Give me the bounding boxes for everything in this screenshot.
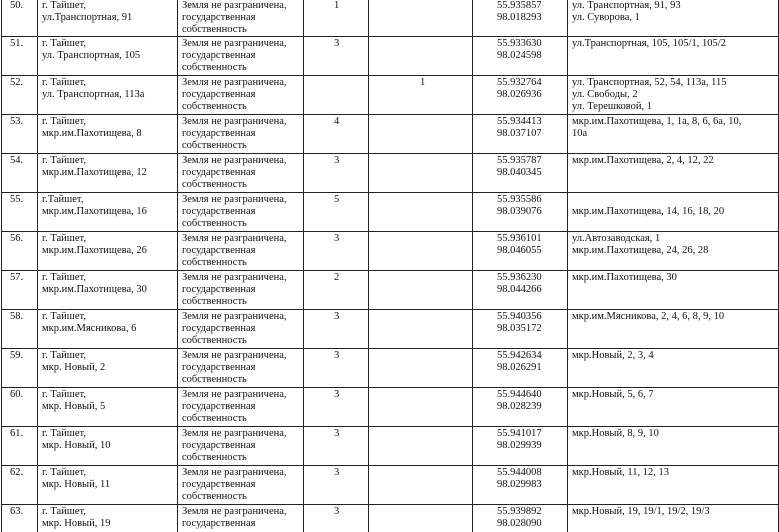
land-status-line: собственность bbox=[182, 24, 247, 35]
container-count: 3 bbox=[334, 233, 340, 244]
land-status-line: Земля не разграничена, bbox=[182, 0, 287, 11]
served-object-line: мкр.Новый, 11, 12, 13 bbox=[572, 467, 669, 478]
table-row bbox=[2, 310, 779, 349]
served-object-line: ул. Терешковой, 1 bbox=[572, 101, 653, 112]
row-number: 59. bbox=[10, 350, 24, 361]
container-count-cell bbox=[304, 232, 369, 271]
longitude: 98.024598 bbox=[497, 50, 542, 61]
container-count-alt bbox=[420, 0, 423, 11]
latitude: 55.942634 bbox=[497, 350, 542, 361]
land-status-cell bbox=[178, 505, 304, 532]
served-objects-cell bbox=[568, 466, 779, 505]
land-status-cell bbox=[178, 115, 304, 154]
land-status-line: государственная bbox=[182, 440, 256, 451]
land-status-cell bbox=[178, 154, 304, 193]
table-row bbox=[2, 466, 779, 505]
latitude: 55.935857 bbox=[497, 0, 542, 11]
container-count-alt-cell bbox=[369, 427, 473, 466]
served-object-line: мкр.им.Пахотищева, 1, 1а, 8, 6, 6а, 10, bbox=[572, 116, 742, 127]
served-object-line: ул.Транспортная, 105, 105/1, 105/2 bbox=[572, 38, 726, 49]
longitude: 98.044266 bbox=[497, 284, 542, 295]
container-count-alt bbox=[420, 38, 423, 49]
longitude: 98.018293 bbox=[497, 12, 542, 23]
land-status-line: государственная bbox=[182, 362, 256, 373]
coordinates-cell bbox=[473, 76, 568, 115]
address-cell bbox=[38, 349, 178, 388]
coordinates-cell bbox=[473, 466, 568, 505]
row-number: 55. bbox=[10, 194, 24, 205]
land-status-line: Земля не разграничена, bbox=[182, 506, 287, 517]
served-objects-cell bbox=[568, 388, 779, 427]
table-row bbox=[2, 76, 779, 115]
land-status-line: собственность bbox=[182, 491, 247, 502]
served-objects-cell bbox=[568, 505, 779, 532]
served-objects-cell bbox=[568, 349, 779, 388]
land-status-line: государственная bbox=[182, 128, 256, 139]
address-line: мкр. Новый, 11 bbox=[42, 479, 111, 490]
address-cell bbox=[38, 0, 178, 37]
land-status-line: Земля не разграничена, bbox=[182, 77, 287, 88]
table-row bbox=[2, 349, 779, 388]
served-object-line: ул. Свободы, 2 bbox=[572, 89, 638, 100]
coordinates-cell bbox=[473, 271, 568, 310]
served-object-line: ул. Транспортная, 91, 93 bbox=[572, 0, 681, 11]
served-objects-cell bbox=[568, 115, 779, 154]
land-status-line: государственная bbox=[182, 206, 256, 217]
row-number: 53. bbox=[10, 116, 24, 127]
address-line: мкр.им.Пахотищева, 30 bbox=[42, 284, 147, 295]
latitude: 55.939892 bbox=[497, 506, 542, 517]
longitude: 98.037107 bbox=[497, 128, 542, 139]
land-status-cell bbox=[178, 466, 304, 505]
land-status-line: Земля не разграничена, bbox=[182, 272, 287, 283]
address-cell bbox=[38, 310, 178, 349]
address-line: г. Тайшет, bbox=[42, 38, 86, 49]
latitude: 55.944640 bbox=[497, 389, 542, 400]
container-count-alt-cell bbox=[369, 0, 473, 37]
longitude: 98.026936 bbox=[497, 89, 542, 100]
container-count: 3 bbox=[334, 311, 340, 322]
coordinates-cell bbox=[473, 0, 568, 37]
address-line: мкр.им.Пахотищева, 8 bbox=[42, 128, 142, 139]
row-number-cell bbox=[2, 193, 38, 232]
address-line: г. Тайшет, bbox=[42, 350, 86, 361]
served-objects-cell bbox=[568, 154, 779, 193]
land-status-line: Земля не разграничена, bbox=[182, 389, 287, 400]
container-count-alt-cell bbox=[369, 76, 473, 115]
table-row bbox=[2, 271, 779, 310]
longitude: 98.040345 bbox=[497, 167, 542, 178]
address-cell bbox=[38, 193, 178, 232]
served-object-line: мкр.Новый, 19, 19/1, 19/2, 19/3 bbox=[572, 506, 710, 517]
served-objects-cell bbox=[568, 37, 779, 76]
address-line: мкр.им.Мясникова, 6 bbox=[42, 323, 137, 334]
row-number: 63. bbox=[10, 506, 24, 517]
row-number-cell bbox=[2, 76, 38, 115]
land-status-cell bbox=[178, 388, 304, 427]
land-status-cell bbox=[178, 37, 304, 76]
coordinates-cell bbox=[473, 193, 568, 232]
address-line: мкр.им.Пахотищева, 12 bbox=[42, 167, 147, 178]
served-object-line: мкр.им.Мясникова, 2, 4, 6, 8, 9, 10 bbox=[572, 311, 725, 322]
container-count: 3 bbox=[334, 389, 340, 400]
latitude: 55.935586 bbox=[497, 194, 542, 205]
container-count-cell bbox=[304, 271, 369, 310]
container-count-alt bbox=[420, 116, 423, 127]
container-count-alt: 1 bbox=[420, 77, 426, 88]
container-count-alt-cell bbox=[369, 193, 473, 232]
longitude: 98.028239 bbox=[497, 401, 542, 412]
coordinates-cell bbox=[473, 388, 568, 427]
longitude: 98.026291 bbox=[497, 362, 542, 373]
container-count: 5 bbox=[334, 194, 340, 205]
row-number-cell bbox=[2, 466, 38, 505]
container-count-alt bbox=[420, 233, 423, 244]
address-line: г. Тайшет, bbox=[42, 77, 86, 88]
container-sites-table bbox=[1, 0, 779, 532]
address-line: г. Тайшет, bbox=[42, 428, 86, 439]
row-number: 51. bbox=[10, 38, 24, 49]
row-number-cell bbox=[2, 310, 38, 349]
container-count: 3 bbox=[334, 155, 340, 166]
land-status-line: собственность bbox=[182, 140, 247, 151]
address-cell bbox=[38, 388, 178, 427]
table-row bbox=[2, 427, 779, 466]
container-count: 3 bbox=[334, 506, 340, 517]
land-status-line: Земля не разграничена, bbox=[182, 467, 287, 478]
coordinates-cell bbox=[473, 232, 568, 271]
served-objects-cell bbox=[568, 193, 779, 232]
latitude: 55.941017 bbox=[497, 428, 542, 439]
row-number: 56. bbox=[10, 233, 24, 244]
land-status-cell bbox=[178, 427, 304, 466]
served-object-line: мкр.Новый, 5, 6, 7 bbox=[572, 389, 654, 400]
address-line: мкр. Новый, 10 bbox=[42, 440, 111, 451]
land-status-line: государственная bbox=[182, 167, 256, 178]
land-status-line: Земля не разграничена, bbox=[182, 233, 287, 244]
latitude: 55.932764 bbox=[497, 77, 542, 88]
served-object-line: мкр.им.Пахотищева, 24, 26, 28 bbox=[572, 245, 709, 256]
row-number: 50. bbox=[10, 0, 24, 11]
container-count-cell bbox=[304, 115, 369, 154]
coordinates-cell bbox=[473, 310, 568, 349]
address-cell bbox=[38, 427, 178, 466]
served-object-line: мкр.им.Пахотищева, 2, 4, 12, 22 bbox=[572, 155, 714, 166]
address-line: г. Тайшет, bbox=[42, 311, 86, 322]
served-object-line: мкр.им.Пахотищева, 14, 16, 18, 20 bbox=[572, 206, 725, 217]
address-cell bbox=[38, 76, 178, 115]
container-count-cell bbox=[304, 37, 369, 76]
row-number: 54. bbox=[10, 155, 24, 166]
table-row bbox=[2, 115, 779, 154]
served-objects-cell bbox=[568, 310, 779, 349]
container-count-alt-cell bbox=[369, 310, 473, 349]
container-count: 1 bbox=[334, 0, 340, 11]
row-number-cell bbox=[2, 349, 38, 388]
served-object-line: 10а bbox=[572, 128, 588, 139]
land-status-line: Земля не разграничена, bbox=[182, 350, 287, 361]
address-line: г. Тайшет, bbox=[42, 116, 86, 127]
table-row bbox=[2, 37, 779, 76]
land-status-line: Земля не разграничена, bbox=[182, 194, 287, 205]
land-status-line: государственная bbox=[182, 245, 256, 256]
container-count: 2 bbox=[334, 272, 340, 283]
address-line: мкр. Новый, 2 bbox=[42, 362, 106, 373]
address-line: г. Тайшет, bbox=[42, 272, 86, 283]
land-status-line: собственность bbox=[182, 296, 247, 307]
container-count: 3 bbox=[334, 350, 340, 361]
container-count-alt bbox=[420, 272, 423, 283]
land-status-line: государственная bbox=[182, 323, 256, 334]
address-line: ул. Транспортная, 105 bbox=[42, 50, 141, 61]
address-cell bbox=[38, 232, 178, 271]
land-status-line: государственная bbox=[182, 284, 256, 295]
container-count-alt bbox=[420, 467, 423, 478]
row-number-cell bbox=[2, 0, 38, 37]
container-count-alt bbox=[420, 389, 423, 400]
address-cell bbox=[38, 271, 178, 310]
container-count-cell bbox=[304, 154, 369, 193]
land-status-line: собственность bbox=[182, 62, 247, 73]
table-row bbox=[2, 0, 779, 37]
address-line: г. Тайшет, bbox=[42, 0, 86, 11]
table-row bbox=[2, 388, 779, 427]
land-status-line: государственная bbox=[182, 12, 256, 23]
address-line: ул.Транспортная, 91 bbox=[42, 12, 133, 23]
land-status-line: государственная bbox=[182, 50, 256, 61]
row-number: 52. bbox=[10, 77, 24, 88]
land-status-line: государственная bbox=[182, 479, 256, 490]
served-objects-cell bbox=[568, 76, 779, 115]
land-status-line: собственность bbox=[182, 101, 247, 112]
coordinates-cell bbox=[473, 349, 568, 388]
table-row bbox=[2, 232, 779, 271]
container-count: 3 bbox=[334, 38, 340, 49]
land-status-line: собственность bbox=[182, 257, 247, 268]
served-object-line: ул. Суворова, 1 bbox=[572, 12, 640, 23]
container-count-alt-cell bbox=[369, 271, 473, 310]
land-status-line: собственность bbox=[182, 179, 247, 190]
container-count: 3 bbox=[334, 467, 340, 478]
container-count-cell bbox=[304, 505, 369, 532]
row-number-cell bbox=[2, 154, 38, 193]
address-line: мкр. Новый, 19 bbox=[42, 518, 111, 529]
address-line: г. Тайшет, bbox=[42, 155, 86, 166]
row-number-cell bbox=[2, 271, 38, 310]
served-object-line: мкр.Новый, 8, 9, 10 bbox=[572, 428, 659, 439]
land-status-line: Земля не разграничена, bbox=[182, 311, 287, 322]
latitude: 55.936230 bbox=[497, 272, 542, 283]
land-status-cell bbox=[178, 271, 304, 310]
land-status-line: государственная bbox=[182, 518, 256, 529]
latitude: 55.933630 bbox=[497, 38, 542, 49]
table-row bbox=[2, 505, 779, 532]
container-count-alt bbox=[420, 311, 423, 322]
longitude: 98.029983 bbox=[497, 479, 542, 490]
row-number-cell bbox=[2, 115, 38, 154]
served-object-line: мкр.Новый, 2, 3, 4 bbox=[572, 350, 654, 361]
served-object-line: ул.Автозаводская, 1 bbox=[572, 233, 661, 244]
served-objects-cell bbox=[568, 232, 779, 271]
container-count-alt bbox=[420, 428, 423, 439]
address-cell bbox=[38, 154, 178, 193]
container-count-alt-cell bbox=[369, 505, 473, 532]
address-line: ул. Транспортная, 113а bbox=[42, 89, 145, 100]
container-count-alt-cell bbox=[369, 37, 473, 76]
land-status-line: собственность bbox=[182, 335, 247, 346]
latitude: 55.936101 bbox=[497, 233, 542, 244]
container-count: 3 bbox=[334, 428, 340, 439]
address-cell bbox=[38, 505, 178, 532]
coordinates-cell bbox=[473, 115, 568, 154]
land-status-line: собственность bbox=[182, 452, 247, 463]
row-number-cell bbox=[2, 37, 38, 76]
served-object-line: мкр.им.Пахотищева, 30 bbox=[572, 272, 677, 283]
served-objects-cell bbox=[568, 0, 779, 37]
land-status-line: собственность bbox=[182, 374, 247, 385]
latitude: 55.935787 bbox=[497, 155, 542, 166]
land-status-cell bbox=[178, 232, 304, 271]
served-object-line: ул. Транспортная, 52, 54, 113а, 115 bbox=[572, 77, 727, 88]
row-number: 60. bbox=[10, 389, 24, 400]
container-count-cell bbox=[304, 427, 369, 466]
address-line: г. Тайшет, bbox=[42, 467, 86, 478]
land-status-line: собственность bbox=[182, 413, 247, 424]
row-number: 58. bbox=[10, 311, 24, 322]
container-count-alt bbox=[420, 506, 423, 517]
latitude: 55.944008 bbox=[497, 467, 542, 478]
container-count-alt bbox=[420, 350, 423, 361]
row-number-cell bbox=[2, 505, 38, 532]
latitude: 55.934413 bbox=[497, 116, 542, 127]
longitude: 98.035172 bbox=[497, 323, 542, 334]
container-count-cell bbox=[304, 310, 369, 349]
container-count-cell bbox=[304, 349, 369, 388]
land-status-cell bbox=[178, 76, 304, 115]
address-line: мкр.им.Пахотищева, 16 bbox=[42, 206, 147, 217]
container-count-cell bbox=[304, 466, 369, 505]
container-count-cell bbox=[304, 76, 369, 115]
address-cell bbox=[38, 466, 178, 505]
land-status-line: государственная bbox=[182, 401, 256, 412]
longitude: 98.028090 bbox=[497, 518, 542, 529]
table-row bbox=[2, 154, 779, 193]
container-count: 4 bbox=[334, 116, 340, 127]
row-number: 61. bbox=[10, 428, 24, 439]
row-number: 62. bbox=[10, 467, 24, 478]
land-status-cell bbox=[178, 0, 304, 37]
container-count-alt bbox=[420, 194, 423, 205]
served-object-line bbox=[572, 194, 775, 206]
land-status-line: Земля не разграничена, bbox=[182, 38, 287, 49]
coordinates-cell bbox=[473, 427, 568, 466]
container-count-alt-cell bbox=[369, 388, 473, 427]
container-count bbox=[334, 77, 337, 88]
table-row bbox=[2, 193, 779, 232]
land-status-line: Земля не разграничена, bbox=[182, 155, 287, 166]
container-count-cell bbox=[304, 193, 369, 232]
served-objects-cell bbox=[568, 427, 779, 466]
row-number-cell bbox=[2, 427, 38, 466]
address-cell bbox=[38, 37, 178, 76]
land-status-line: государственная bbox=[182, 89, 256, 100]
coordinates-cell bbox=[473, 37, 568, 76]
address-line: г. Тайшет, bbox=[42, 506, 86, 517]
row-number-cell bbox=[2, 388, 38, 427]
row-number: 57. bbox=[10, 272, 24, 283]
container-count-alt bbox=[420, 155, 423, 166]
coordinates-cell bbox=[473, 154, 568, 193]
served-objects-cell bbox=[568, 271, 779, 310]
land-status-cell bbox=[178, 193, 304, 232]
land-status-cell bbox=[178, 349, 304, 388]
container-count-alt-cell bbox=[369, 232, 473, 271]
coordinates-cell bbox=[473, 505, 568, 532]
container-count-alt-cell bbox=[369, 154, 473, 193]
container-count-cell bbox=[304, 388, 369, 427]
longitude: 98.029939 bbox=[497, 440, 542, 451]
land-status-line: Земля не разграничена, bbox=[182, 116, 287, 127]
longitude: 98.046055 bbox=[497, 245, 542, 256]
container-count-cell bbox=[304, 0, 369, 37]
address-line: г. Тайшет, bbox=[42, 389, 86, 400]
container-count-alt-cell bbox=[369, 466, 473, 505]
address-line: мкр.им.Пахотищева, 26 bbox=[42, 245, 147, 256]
address-line: г.Тайшет, bbox=[42, 194, 84, 205]
container-count-alt-cell bbox=[369, 115, 473, 154]
latitude: 55.940356 bbox=[497, 311, 542, 322]
address-line: мкр. Новый, 5 bbox=[42, 401, 106, 412]
longitude: 98.039076 bbox=[497, 206, 542, 217]
address-cell bbox=[38, 115, 178, 154]
land-status-line: Земля не разграничена, bbox=[182, 428, 287, 439]
row-number-cell bbox=[2, 232, 38, 271]
land-status-cell bbox=[178, 310, 304, 349]
land-status-line: собственность bbox=[182, 218, 247, 229]
address-line: г. Тайшет, bbox=[42, 233, 86, 244]
container-count-alt-cell bbox=[369, 349, 473, 388]
